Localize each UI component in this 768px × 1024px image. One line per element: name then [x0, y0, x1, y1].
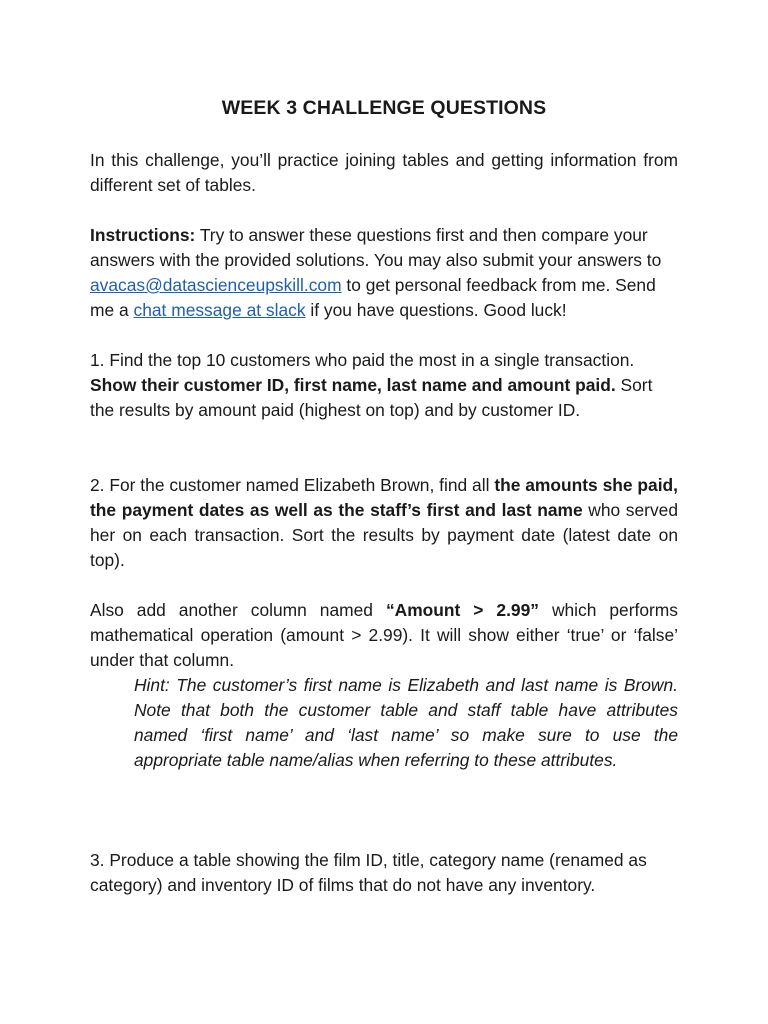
instructions-paragraph	[90, 223, 678, 323]
question-2-bold: the amounts she paid, the payment dates as well as the staff’s first and last name	[90, 475, 678, 520]
question-2	[90, 473, 678, 573]
question-2b-text-1: Also add another column named	[90, 600, 386, 620]
question-2b-bold: “Amount > 2.99”	[385, 600, 539, 620]
email-link[interactable]: avacas@datascienceupskill.com	[90, 275, 342, 295]
question-1-text-1: 1. Find the top 10 customers who paid the most in a single transaction.	[90, 350, 635, 370]
instructions-text-1: Try to answer these questions first and then compare your answers with the provided solutions. You may also submit your answers to	[90, 225, 662, 270]
slack-chat-link[interactable]: chat message at slack	[133, 300, 306, 320]
hint-paragraph: Hint: The customer’s first name is Elizabeth and last name is Brown. Note that both the customer table and staff table have attributes named ‘first name’ and ‘last name’ so make sure to use the appropriate table name/alias when referring to these attributes.	[134, 675, 678, 770]
question-3: 3. Produce a table showing the film ID, title, category name (renamed as category) and inventory ID of films that do not have any inventory.	[90, 850, 647, 895]
question-1	[90, 348, 678, 423]
question-1-text-2: Sort the results by amount paid (highest on top) and by customer ID.	[90, 375, 653, 420]
instructions-text-2: to get personal feedback from me. Send me a	[90, 275, 656, 320]
question-2-text-2: who served her on each transaction. Sort the results by payment date (latest date on top).	[90, 500, 678, 570]
question-2b-text-2: which performs mathematical operation (amount > 2.99). It will show either ‘true’ or ‘false’ under that column.	[90, 600, 678, 670]
question-1-bold: Show their customer ID, first name, last name and amount paid.	[90, 375, 616, 395]
question-2-text-1: 2. For the customer named Elizabeth Brown, find all	[90, 475, 495, 495]
question-2-extra-column	[90, 598, 678, 673]
document-body	[90, 94, 678, 898]
page-title: WEEK 3 CHALLENGE QUESTIONS	[221, 97, 547, 119]
instructions-text-3: if you have questions. Good luck!	[305, 300, 567, 320]
intro-paragraph: In this challenge, you’ll practice joining tables and getting information from different set of tables.	[90, 150, 678, 195]
instructions-label: Instructions:	[90, 225, 196, 245]
